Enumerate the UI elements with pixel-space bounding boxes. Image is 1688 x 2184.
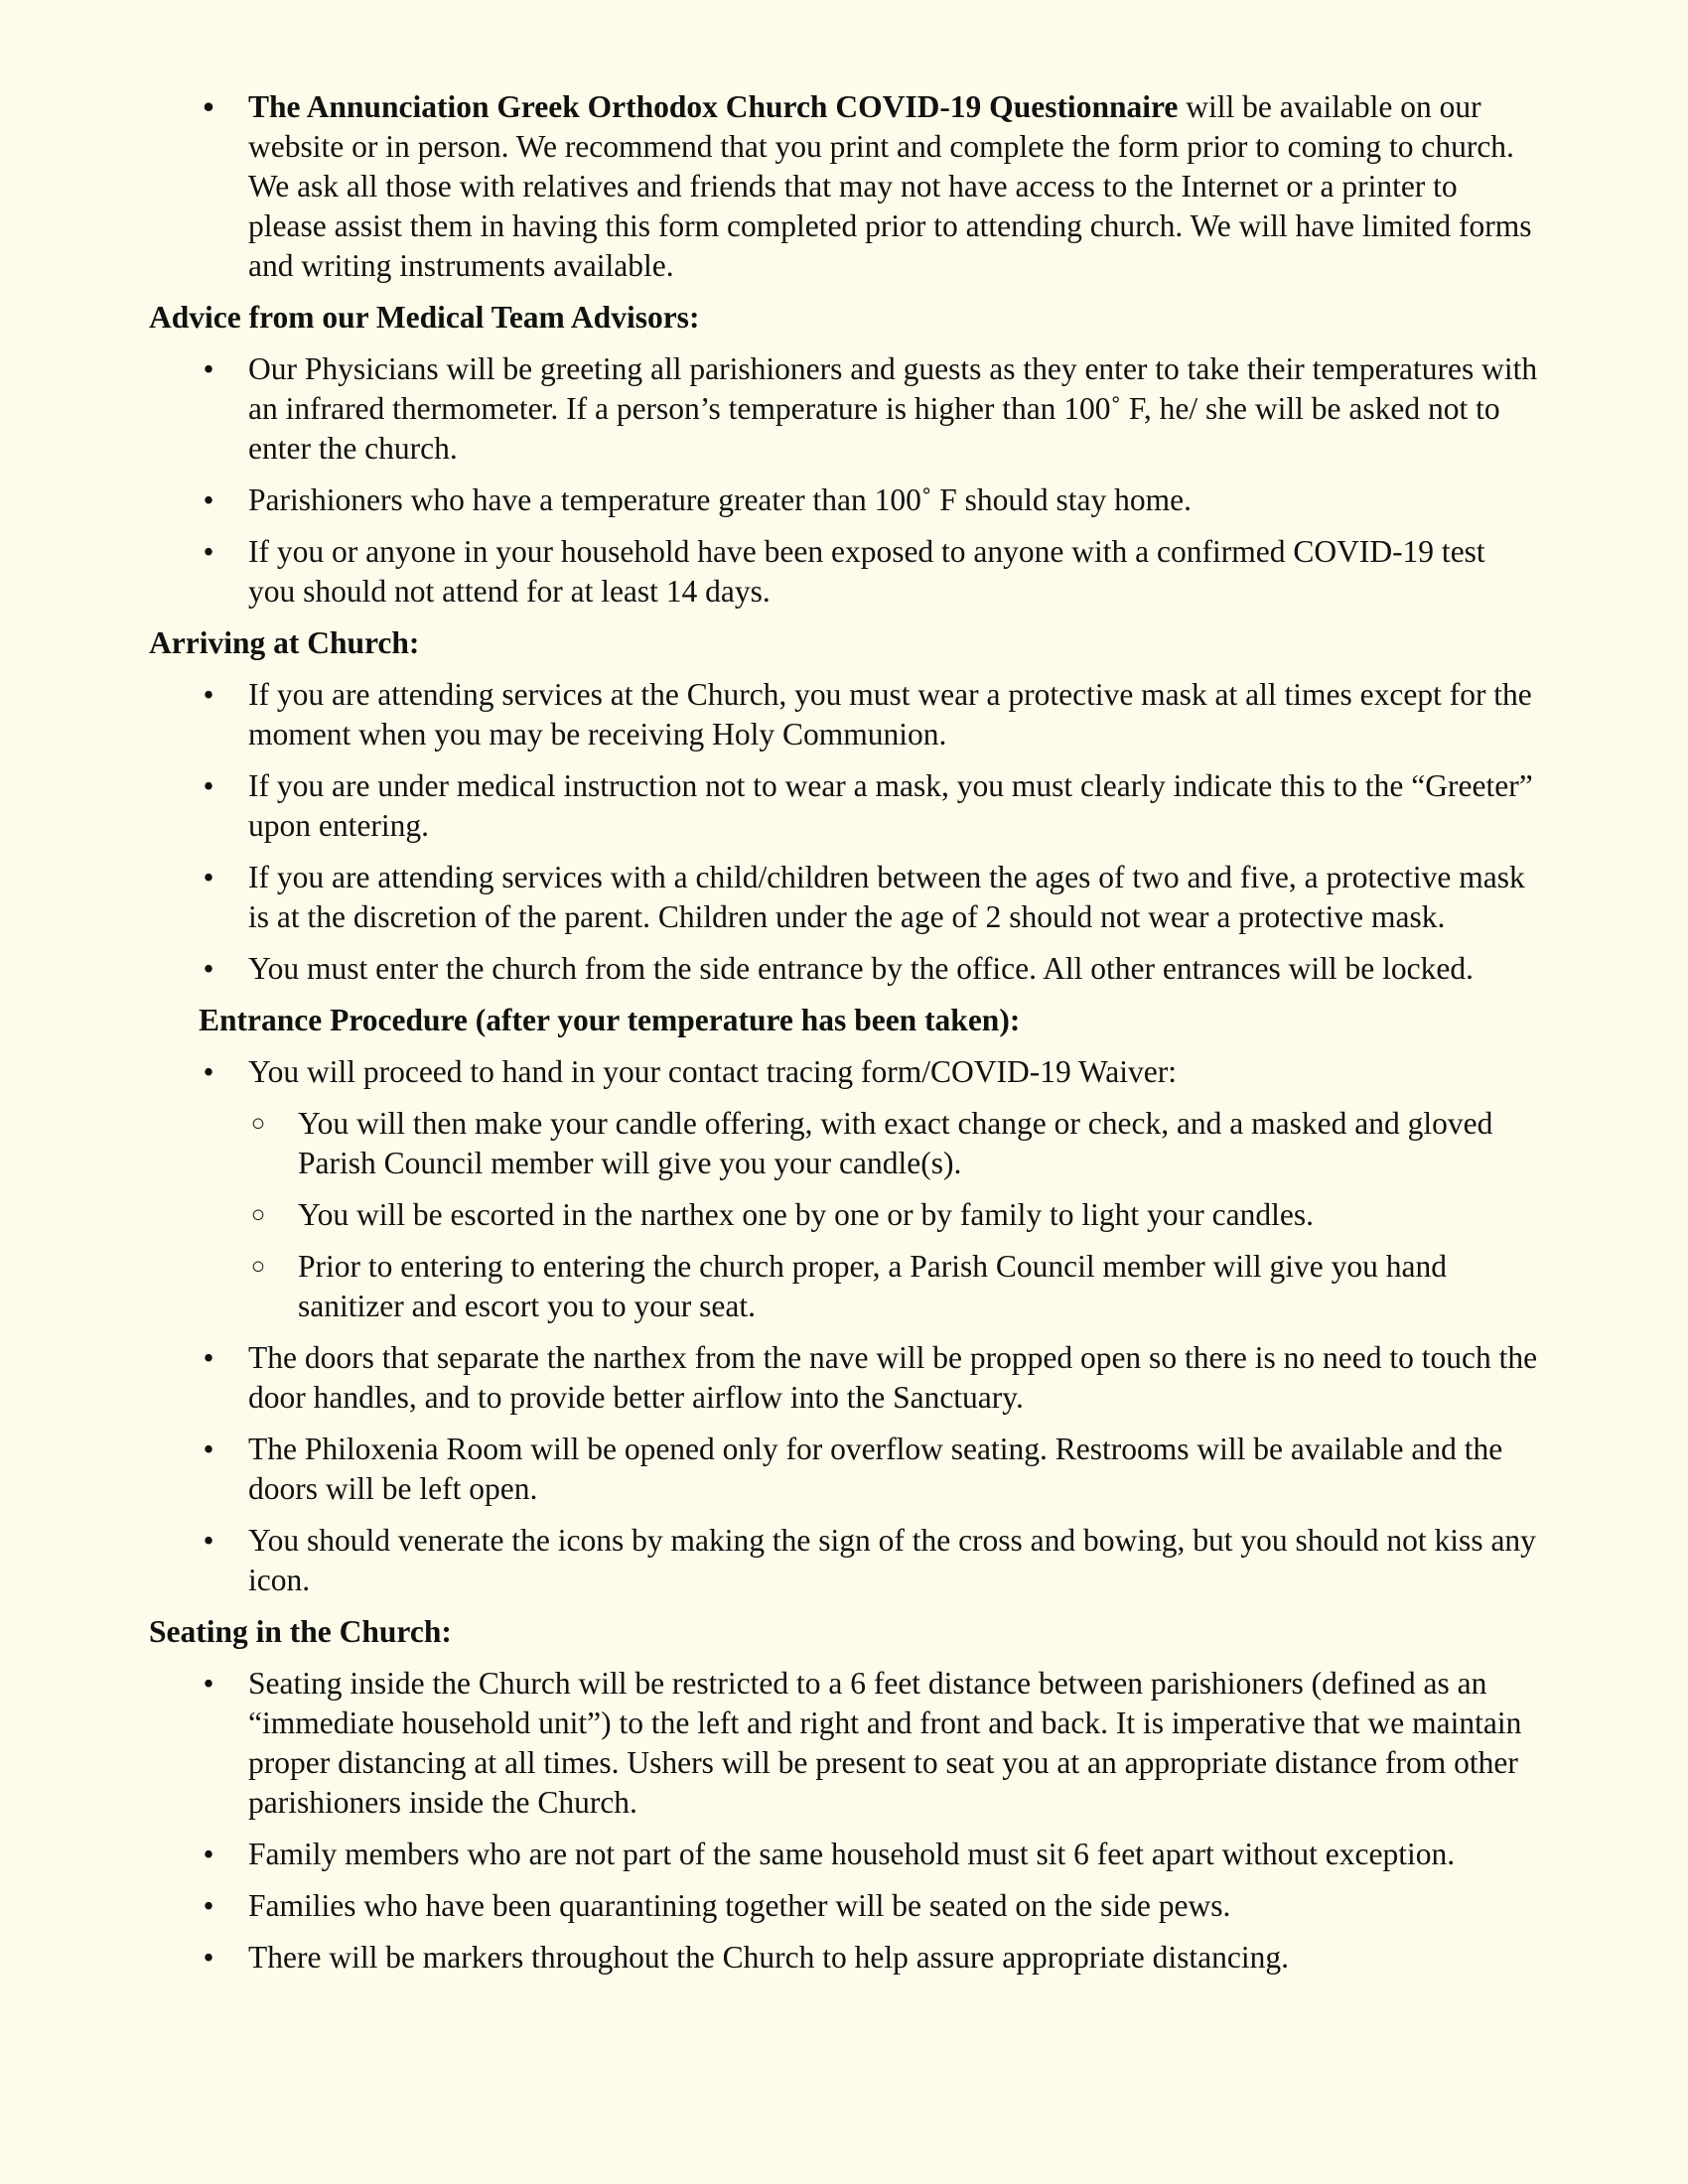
list-item [149, 87, 1539, 286]
bullet-icon: • [203, 768, 214, 803]
list-item [149, 1052, 1539, 1326]
bullet-icon: • [203, 1523, 214, 1558]
arriving-list [149, 675, 1539, 989]
bullet-icon: • [203, 1837, 214, 1871]
bullet-icon: • [203, 351, 214, 386]
list-item-text: If you are under medical instruction not to wear a mask, you must clearly indicate this to the “Greeter” upon entering. [248, 768, 1533, 843]
medical-heading: Advice from our Medical Team Advisors: [149, 300, 700, 335]
list-item [149, 1835, 1539, 1874]
list-item [149, 766, 1539, 846]
sub-list-item [248, 1195, 1539, 1235]
list-item [149, 1664, 1539, 1823]
entrance-heading: Entrance Procedure (after your temperature has been taken): [199, 1003, 1021, 1037]
entrance-list [149, 1052, 1539, 1600]
list-item [149, 1521, 1539, 1600]
list-item [149, 1338, 1539, 1418]
list-item [149, 1430, 1539, 1509]
seating-list [149, 1664, 1539, 1978]
bullet-icon: • [203, 1432, 214, 1466]
bullet-icon: • [203, 1340, 214, 1375]
circle-bullet-icon: ○ [250, 1202, 266, 1228]
list-item [149, 949, 1539, 989]
arriving-heading: Arriving at Church: [149, 625, 420, 660]
sub-list-item-text: Prior to entering to entering the church proper, a Parish Council member will give you hand sanitizer and escort you to your seat. [298, 1249, 1447, 1323]
list-item-text: There will be markers throughout the Church to help assure appropriate distancing. [248, 1940, 1289, 1975]
seating-heading: Seating in the Church: [149, 1614, 452, 1649]
bullet-icon: • [203, 1666, 214, 1701]
intro-list [149, 87, 1539, 286]
medical-list [149, 349, 1539, 612]
list-item-text: If you are attending services with a child/children between the ages of two and five, a protective mask is at the discretion of the parent. Children under the age of 2 should not wear a protective mask. [248, 860, 1525, 934]
list-item-text: If you are attending services at the Church, you must wear a protective mask at all times except for the moment when you may be receiving Holy Communion. [248, 677, 1532, 751]
bullet-icon: • [203, 951, 214, 986]
list-item-text: You should venerate the icons by making the sign of the cross and bowing, but you should not kiss any icon. [248, 1523, 1536, 1597]
bullet-icon: • [203, 1888, 214, 1923]
bullet-icon: • [203, 89, 214, 124]
list-item [149, 532, 1539, 612]
list-item-text: You must enter the church from the side entrance by the office. All other entrances will be locked. [248, 951, 1474, 986]
questionnaire-title: The Annunciation Greek Orthodox Church COVID-19 Questionnaire [248, 89, 1179, 124]
list-item [149, 675, 1539, 754]
list-item [149, 480, 1539, 520]
bullet-icon: • [203, 1940, 214, 1975]
list-item [149, 349, 1539, 469]
bullet-icon: • [203, 860, 214, 894]
bullet-icon: • [203, 534, 214, 569]
sub-list-item [248, 1104, 1539, 1183]
list-item-text: Our Physicians will be greeting all parishioners and guests as they enter to take their temperatures with an infrared thermometer. If a person’s temperature is higher than 100˚ F, he/ she will be asked not to enter the church. [248, 351, 1538, 466]
bullet-icon: • [203, 677, 214, 712]
bullet-icon: • [203, 482, 214, 517]
list-item-text: Parishioners who have a temperature greater than 100˚ F should stay home. [248, 482, 1192, 517]
list-item-text: The Philoxenia Room will be opened only for overflow seating. Restrooms will be available and the doors will be left open. [248, 1432, 1503, 1506]
intro-text: will be available on our website or in person. We recommend that you print and complete the form prior to coming to church. We ask all those with relatives and friends that may not have access to the Internet or a printer to please assist them in having this form completed prior to attending church. We will have limited forms and writing instruments available. [248, 89, 1532, 283]
sub-list-item [248, 1247, 1539, 1326]
circle-bullet-icon: ○ [250, 1111, 266, 1137]
list-item [149, 1886, 1539, 1926]
list-item-text: If you or anyone in your household have been exposed to anyone with a confirmed COVID-19 test you should not attend for at least 14 days. [248, 534, 1485, 609]
entrance-sub-list [248, 1104, 1539, 1326]
list-item [149, 858, 1539, 937]
list-item-text: Seating inside the Church will be restricted to a 6 feet distance between parishioners (defined as an “immediate household unit”) to the left and right and front and back. It is imperative that we maintain proper distancing at all times. Ushers will be present to seat you at an appropriate distance from other parishioners inside the Church. [248, 1666, 1522, 1820]
list-item [149, 1938, 1539, 1978]
list-item-text: Family members who are not part of the same household must sit 6 feet apart without exception. [248, 1837, 1456, 1871]
circle-bullet-icon: ○ [250, 1254, 266, 1280]
bullet-icon: • [203, 1054, 214, 1089]
list-item-text: Families who have been quarantining together will be seated on the side pews. [248, 1888, 1231, 1923]
sub-list-item-text: You will be escorted in the narthex one by one or by family to light your candles. [298, 1197, 1314, 1232]
list-item-text: You will proceed to hand in your contact tracing form/COVID-19 Waiver: [248, 1054, 1177, 1089]
list-item-text: The doors that separate the narthex from the nave will be propped open so there is no need to touch the door handles, and to provide better airflow into the Sanctuary. [248, 1340, 1538, 1415]
sub-list-item-text: You will then make your candle offering, with exact change or check, and a masked and gloved Parish Council member will give you your candle(s). [298, 1106, 1493, 1180]
